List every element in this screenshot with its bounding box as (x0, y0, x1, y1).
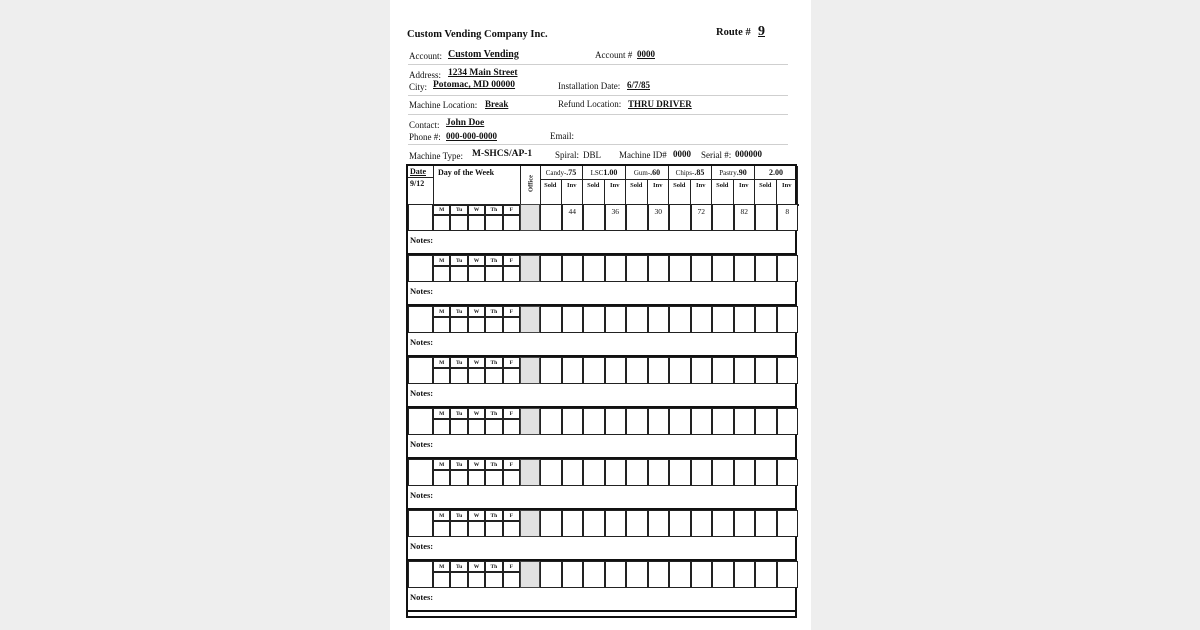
sold-cell[interactable] (712, 510, 734, 537)
spiral-label: Spiral: (555, 150, 579, 160)
day-label: Tu (450, 408, 467, 419)
inv-cell[interactable] (562, 510, 584, 537)
sold-cell[interactable] (540, 510, 562, 537)
inv-cell[interactable] (777, 510, 799, 537)
day-label: W (468, 204, 485, 215)
divider (408, 144, 788, 145)
sold-column-header: Sold (712, 180, 734, 204)
route-label: Route # (716, 27, 751, 38)
day-label: M (433, 408, 450, 419)
account-value: Custom Vending (448, 49, 519, 60)
day-label: Th (485, 204, 502, 215)
product-header (540, 166, 583, 180)
inv-cell[interactable] (777, 357, 799, 384)
inv-cell[interactable] (691, 255, 713, 282)
background-left (0, 0, 390, 630)
day-checkbox[interactable] (485, 368, 502, 384)
table-row (408, 459, 795, 486)
date-cell[interactable] (408, 408, 433, 435)
inv-cell[interactable] (734, 459, 756, 486)
day-checkbox[interactable] (468, 419, 485, 435)
day-checkbox[interactable] (450, 368, 467, 384)
day-label: W (468, 561, 485, 572)
day-label: F (503, 357, 520, 368)
day-label: Tu (450, 255, 467, 266)
address-label: Address: (409, 70, 441, 80)
sold-cell[interactable] (540, 408, 562, 435)
inv-cell[interactable] (562, 255, 584, 282)
sold-cell[interactable] (712, 204, 734, 231)
sold-cell[interactable] (583, 459, 605, 486)
sold-cell[interactable] (669, 306, 691, 333)
phone-label: Phone #: (409, 132, 441, 142)
sold-cell[interactable] (669, 204, 691, 231)
day-label: Th (485, 459, 502, 470)
inv-cell[interactable] (605, 306, 627, 333)
notes-label: Notes: (410, 388, 434, 398)
day-checkbox[interactable] (468, 215, 485, 231)
sold-cell[interactable] (626, 204, 648, 231)
machine-type-value: M-SHCS/AP-1 (472, 149, 533, 159)
inv-cell[interactable] (691, 357, 713, 384)
notes-label: Notes: (410, 439, 434, 449)
notes-label: Notes: (410, 286, 434, 296)
sold-cell[interactable] (626, 306, 648, 333)
sold-cell[interactable] (540, 306, 562, 333)
inv-column-header: Inv (691, 180, 713, 204)
office-cell (520, 408, 540, 435)
day-checkbox[interactable] (433, 419, 450, 435)
notes-row[interactable] (408, 231, 795, 255)
inv-cell[interactable] (777, 408, 799, 435)
product-header (712, 166, 755, 180)
contact-label: Contact: (409, 120, 440, 130)
office-cell (520, 255, 540, 282)
sold-column-header: Sold (755, 180, 777, 204)
day-label: M (433, 204, 450, 215)
day-label: Th (485, 561, 502, 572)
day-label: W (468, 306, 485, 317)
day-checkbox[interactable] (468, 521, 485, 537)
sold-column-header: Sold (626, 180, 648, 204)
day-label: M (433, 510, 450, 521)
sold-cell[interactable] (626, 255, 648, 282)
product-price: .75 (566, 168, 577, 177)
background-right (810, 0, 1200, 630)
serial-value: 000000 (735, 149, 762, 159)
day-label: W (468, 408, 485, 419)
sold-cell[interactable] (712, 408, 734, 435)
inv-cell[interactable] (605, 459, 627, 486)
day-checkbox[interactable] (433, 470, 450, 486)
inv-cell[interactable] (562, 306, 584, 333)
day-label: M (433, 357, 450, 368)
inv-cell[interactable] (562, 357, 584, 384)
product-header (755, 166, 798, 180)
inv-cell[interactable] (605, 561, 627, 588)
day-checkbox[interactable] (503, 215, 520, 231)
sold-cell[interactable] (669, 408, 691, 435)
inv-cell[interactable] (777, 306, 799, 333)
day-checkbox[interactable] (433, 521, 450, 537)
office-cell (520, 510, 540, 537)
day-label: M (433, 459, 450, 470)
day-label: F (503, 510, 520, 521)
inv-cell[interactable] (648, 357, 670, 384)
date-header: Date (410, 167, 426, 176)
sold-cell[interactable] (712, 255, 734, 282)
table-row (408, 408, 795, 435)
day-label: Th (485, 510, 502, 521)
inv-column-header: Inv (648, 180, 670, 204)
inv-cell[interactable] (648, 306, 670, 333)
notes-row[interactable] (408, 435, 795, 459)
day-checkbox[interactable] (485, 266, 502, 282)
inv-cell[interactable] (605, 510, 627, 537)
day-label: M (433, 306, 450, 317)
inv-cell[interactable] (777, 561, 799, 588)
product-name: Candy- (545, 169, 567, 177)
sold-cell[interactable] (669, 255, 691, 282)
day-label: W (468, 459, 485, 470)
product-name: Gum- (633, 169, 651, 177)
day-label: Th (485, 255, 502, 266)
notes-row[interactable] (408, 384, 795, 408)
day-checkbox[interactable] (450, 572, 467, 588)
inv-cell[interactable] (562, 561, 584, 588)
inv-cell[interactable] (734, 204, 756, 231)
inv-cell[interactable] (562, 408, 584, 435)
day-label: M (433, 255, 450, 266)
account-label: Account: (409, 51, 442, 61)
sold-cell[interactable] (583, 561, 605, 588)
day-label: M (433, 561, 450, 572)
sold-column-header: Sold (540, 180, 562, 204)
sold-cell[interactable] (669, 459, 691, 486)
day-checkbox[interactable] (433, 572, 450, 588)
sold-cell[interactable] (755, 204, 777, 231)
date-cell[interactable] (408, 510, 433, 537)
inv-column-header: Inv (605, 180, 627, 204)
inventory-value: 44 (568, 207, 576, 216)
inv-cell[interactable] (734, 408, 756, 435)
notes-label: Notes: (410, 490, 434, 500)
table-row (408, 255, 795, 282)
inv-cell[interactable] (734, 306, 756, 333)
day-checkbox[interactable] (485, 572, 502, 588)
day-label: W (468, 510, 485, 521)
inv-cell[interactable] (777, 459, 799, 486)
day-label: F (503, 459, 520, 470)
inventory-value: 30 (654, 207, 662, 216)
table-row (408, 204, 795, 231)
day-label: F (503, 255, 520, 266)
office-cell (520, 357, 540, 384)
divider (408, 95, 788, 96)
day-checkbox[interactable] (433, 368, 450, 384)
day-label: Tu (450, 204, 467, 215)
inv-cell[interactable] (691, 204, 713, 231)
product-name: Chips- (675, 169, 695, 177)
notes-row[interactable] (408, 282, 795, 306)
day-checkbox[interactable] (485, 215, 502, 231)
table-row (408, 306, 795, 333)
machine-id-label: Machine ID# (619, 150, 667, 160)
inv-cell[interactable] (777, 204, 799, 231)
day-checkbox[interactable] (468, 368, 485, 384)
product-header (626, 166, 669, 180)
phone-value: 000-000-0000 (446, 131, 497, 141)
table-row (408, 357, 795, 384)
day-checkbox[interactable] (450, 521, 467, 537)
city-label: City: (409, 82, 428, 92)
sold-cell[interactable] (540, 357, 562, 384)
contact-value: John Doe (446, 118, 485, 128)
day-label: F (503, 306, 520, 317)
machine-location-label: Machine Location: (409, 100, 478, 110)
day-checkbox[interactable] (450, 266, 467, 282)
date-value: 9/12 (410, 179, 425, 188)
day-checkbox[interactable] (468, 266, 485, 282)
inv-column-header: Inv (777, 180, 799, 204)
refund-location-value: THRU DRIVER (628, 99, 692, 109)
product-price: .60 (650, 168, 661, 177)
day-checkbox[interactable] (450, 419, 467, 435)
inv-column-header: Inv (734, 180, 756, 204)
address-value: 1234 Main Street (448, 68, 518, 78)
inv-cell[interactable] (605, 204, 627, 231)
day-label: Tu (450, 357, 467, 368)
sold-cell[interactable] (712, 459, 734, 486)
inv-cell[interactable] (562, 204, 584, 231)
office-cell (520, 204, 540, 231)
day-checkbox[interactable] (433, 266, 450, 282)
sold-cell[interactable] (755, 459, 777, 486)
day-label: Tu (450, 459, 467, 470)
sold-cell[interactable] (626, 510, 648, 537)
date-cell[interactable] (408, 459, 433, 486)
inv-cell[interactable] (648, 408, 670, 435)
day-label: Tu (450, 561, 467, 572)
inv-cell[interactable] (777, 255, 799, 282)
route-sheet-page (390, 0, 811, 630)
day-checkbox[interactable] (468, 572, 485, 588)
installation-date-value: 6/7/85 (627, 80, 651, 90)
inventory-value: 36 (611, 207, 619, 216)
office-cell (520, 306, 540, 333)
day-label: F (503, 408, 520, 419)
account-number-value: 0000 (637, 49, 655, 59)
sold-cell[interactable] (712, 306, 734, 333)
day-checkbox[interactable] (450, 317, 467, 333)
product-header (583, 166, 626, 180)
notes-label: Notes: (410, 541, 434, 551)
notes-row[interactable] (408, 486, 795, 510)
inv-cell[interactable] (691, 306, 713, 333)
machine-location-value: Break (485, 99, 509, 109)
day-checkbox[interactable] (468, 470, 485, 486)
sold-cell[interactable] (583, 255, 605, 282)
day-label: F (503, 561, 520, 572)
inv-cell[interactable] (691, 408, 713, 435)
divider (408, 64, 788, 65)
sold-cell[interactable] (583, 357, 605, 384)
notes-label: Notes: (410, 337, 434, 347)
day-checkbox[interactable] (485, 419, 502, 435)
sold-cell[interactable] (669, 510, 691, 537)
day-checkbox[interactable] (503, 572, 520, 588)
date-cell[interactable] (408, 204, 433, 231)
inventory-value: 82 (740, 207, 748, 216)
product-header (669, 166, 712, 180)
day-checkbox[interactable] (433, 215, 450, 231)
day-label: W (468, 357, 485, 368)
route-log-table (406, 164, 797, 618)
inv-cell[interactable] (648, 204, 670, 231)
sold-cell[interactable] (583, 204, 605, 231)
inv-cell[interactable] (734, 561, 756, 588)
inv-cell[interactable] (605, 357, 627, 384)
notes-label: Notes: (410, 592, 434, 602)
product-price: 1.00 (603, 168, 618, 177)
table-row (408, 561, 795, 588)
sold-cell[interactable] (755, 510, 777, 537)
sold-cell[interactable] (712, 561, 734, 588)
day-checkbox[interactable] (503, 521, 520, 537)
product-name: LSC (590, 169, 604, 177)
day-checkbox[interactable] (468, 317, 485, 333)
day-label: F (503, 204, 520, 215)
inv-cell[interactable] (691, 561, 713, 588)
sold-cell[interactable] (626, 561, 648, 588)
day-checkbox[interactable] (503, 470, 520, 486)
sold-cell[interactable] (755, 306, 777, 333)
date-cell[interactable] (408, 306, 433, 333)
inv-cell[interactable] (605, 255, 627, 282)
product-price: 2.00 (769, 168, 783, 177)
office-header: Office (527, 175, 535, 192)
inv-cell[interactable] (734, 255, 756, 282)
sold-cell[interactable] (755, 561, 777, 588)
day-checkbox[interactable] (503, 266, 520, 282)
inv-cell[interactable] (691, 459, 713, 486)
refund-location-label: Refund Location: (558, 99, 622, 109)
product-name: Pastry (719, 169, 737, 177)
sold-cell[interactable] (755, 255, 777, 282)
sold-cell[interactable] (626, 459, 648, 486)
machine-type-label: Machine Type: (409, 151, 463, 161)
day-checkbox[interactable] (433, 317, 450, 333)
sold-cell[interactable] (626, 408, 648, 435)
day-label: W (468, 255, 485, 266)
email-label: Email: (550, 131, 574, 141)
notes-label: Notes: (410, 235, 434, 245)
day-checkbox[interactable] (485, 317, 502, 333)
date-cell[interactable] (408, 255, 433, 282)
inv-cell[interactable] (734, 357, 756, 384)
installation-date-label: Installation Date: (558, 81, 621, 91)
office-cell (520, 459, 540, 486)
inventory-value: 8 (785, 207, 790, 216)
sold-cell[interactable] (583, 510, 605, 537)
sold-cell[interactable] (712, 357, 734, 384)
day-checkbox[interactable] (503, 419, 520, 435)
inv-cell[interactable] (734, 510, 756, 537)
sold-cell[interactable] (540, 255, 562, 282)
day-label: Tu (450, 306, 467, 317)
day-label: Tu (450, 510, 467, 521)
product-price: .85 (694, 168, 705, 177)
table-row (408, 510, 795, 537)
spiral-value: DBL (583, 150, 601, 160)
day-checkbox[interactable] (503, 317, 520, 333)
sold-cell[interactable] (669, 561, 691, 588)
inv-cell[interactable] (691, 510, 713, 537)
city-value: Potomac, MD 00000 (433, 80, 516, 90)
sold-cell[interactable] (583, 408, 605, 435)
day-checkbox[interactable] (485, 521, 502, 537)
sold-column-header: Sold (583, 180, 605, 204)
inv-cell[interactable] (648, 561, 670, 588)
day-checkbox[interactable] (503, 368, 520, 384)
day-label: Th (485, 408, 502, 419)
inv-cell[interactable] (562, 459, 584, 486)
notes-row[interactable] (408, 588, 795, 612)
inv-cell[interactable] (605, 408, 627, 435)
sold-cell[interactable] (755, 357, 777, 384)
notes-row[interactable] (408, 333, 795, 357)
inv-column-header: Inv (562, 180, 584, 204)
day-checkbox[interactable] (450, 215, 467, 231)
sold-cell[interactable] (540, 561, 562, 588)
sold-cell[interactable] (669, 357, 691, 384)
inv-cell[interactable] (648, 510, 670, 537)
day-of-week-header: Day of the Week (438, 168, 495, 177)
day-checkbox[interactable] (485, 470, 502, 486)
day-label: Th (485, 306, 502, 317)
sold-cell[interactable] (540, 459, 562, 486)
divider (408, 114, 788, 115)
account-number-label: Account # (595, 50, 633, 60)
sold-cell[interactable] (626, 357, 648, 384)
sold-cell[interactable] (583, 306, 605, 333)
sold-column-header: Sold (669, 180, 691, 204)
inv-cell[interactable] (648, 255, 670, 282)
machine-id-value: 0000 (673, 149, 691, 159)
date-cell[interactable] (408, 357, 433, 384)
inv-cell[interactable] (648, 459, 670, 486)
serial-label: Serial #: (701, 150, 732, 160)
notes-row[interactable] (408, 537, 795, 561)
sold-cell[interactable] (540, 204, 562, 231)
office-cell (520, 561, 540, 588)
route-value: 9 (758, 24, 765, 39)
sold-cell[interactable] (755, 408, 777, 435)
day-checkbox[interactable] (450, 470, 467, 486)
inventory-value: 72 (697, 207, 705, 216)
date-cell[interactable] (408, 561, 433, 588)
day-label: Th (485, 357, 502, 368)
company-name: Custom Vending Company Inc. (407, 29, 548, 40)
product-price: .90 (736, 168, 747, 177)
